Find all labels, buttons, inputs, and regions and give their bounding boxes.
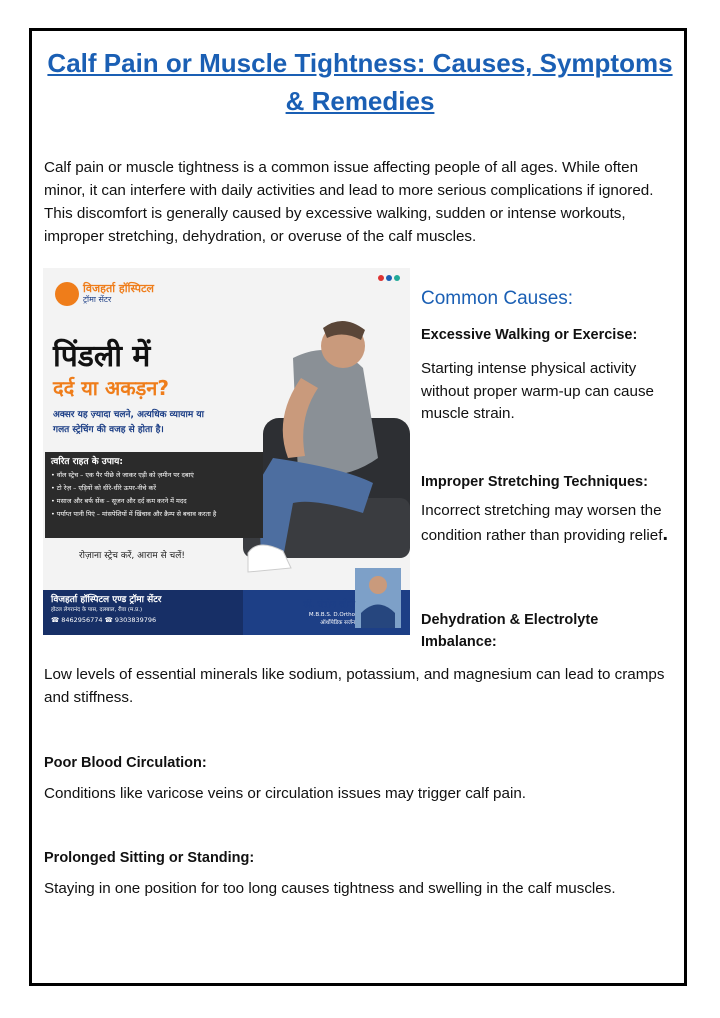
phone-icon: ☎ (104, 616, 113, 624)
poster-footer (51, 594, 241, 625)
poster-subtext-line-2: गलत स्ट्रेचिंग की वजह से होता है। (53, 425, 164, 435)
cause-text: Starting intense physical activity without proper warm-up can cause muscle strain. (421, 360, 654, 422)
poster-footer-phones (51, 615, 241, 625)
cause-text-body: Incorrect stretching may worsen the condition rather than providing relief (421, 502, 663, 544)
poster-image (43, 268, 410, 635)
poster-doctor (275, 600, 355, 627)
cause-text: Staying in one position for too long causes tightness and swelling in the calf muscles. (44, 880, 616, 897)
intro-paragraph: Calf pain or muscle tightness is a common issue affecting people of all ages. While often minor, it can interfere with daily activities and lead to more serious complications if ignored. This discomfort is generally caused by excessive walking, sudden or intense workouts, improper stretching, dehydration, or overuse of the calf muscles. (44, 159, 654, 245)
poster-doctor-role: ऑर्थोपेडिक सर्जन (320, 620, 355, 626)
poster-relief-item: • वॉल स्ट्रेच – एक पैर पीछे ले जाकर एड़ी को ज़मीन पर दबाएं (51, 471, 194, 479)
poster-relief-item: • पर्याप्त पानी पिएं – मांसपेशियों में खिंचाव और क्रैम्प से बचाव करता है (51, 510, 217, 518)
poster-tagline: रोज़ाना स्ट्रेच करें, आराम से चलें! (79, 551, 185, 561)
poster-phone-1: 8462956774 (61, 616, 103, 624)
cause-title: Excessive Walking or Exercise: (421, 327, 638, 343)
cause-text: Low levels of essential minerals like sodium, potassium, and magnesium can lead to cramps and stiffness. (44, 666, 665, 706)
cause-title: Improper Stretching Techniques: (421, 474, 648, 490)
poster-graphic (43, 268, 410, 635)
poster-subtext (53, 408, 268, 438)
poster-footer-address: होटल लेगरानंद के पास, दलबाल, रीवा (म.प्र.) (51, 607, 143, 613)
cause-text-end: . (662, 522, 669, 545)
poster-relief-box (51, 456, 261, 521)
poster-phone-2: 9303839796 (114, 616, 157, 624)
cause-title: Dehydration & Electrolyte Imbalance: (421, 612, 599, 650)
poster-headline-1: पिंडली में (53, 339, 151, 374)
common-causes-column (421, 288, 679, 426)
phone-icon: ☎ (51, 616, 60, 624)
common-causes-heading: Common Causes: (421, 288, 574, 309)
poster-relief-item: • मसाज और बर्फ सेंक – सूजन और दर्द कम करने में मदद (51, 497, 187, 505)
poster-footer-name: विजहर्ता हॉस्पिटल एण्ड ट्रॉमा सेंटर (51, 595, 162, 605)
cause-title: Prolonged Sitting or Standing: (44, 850, 255, 866)
poster-logo-text (83, 282, 213, 305)
poster-relief-title: त्वरित राहत के उपाय: (51, 457, 123, 467)
poster-subtext-line-1: अक्सर यह ज़्यादा चलने, अत्यधिक व्यायाम या (53, 410, 204, 420)
cause-text: Conditions like varicose veins or circulation issues may trigger calf pain. (44, 785, 526, 802)
poster-headline-2: दर्द या अकड़न? (53, 376, 169, 400)
poster-hospital-name: विजहर्ता हॉस्पिटल (83, 282, 154, 295)
poster-relief-item: • टो रेज़ – एड़ियों को धीरे-धीरे ऊपर-नीचे करें (51, 484, 157, 492)
poster-doctor-degree: M.B.B.S. D.Ortho (308, 612, 355, 618)
poster-hospital-sub: ट्रॉमा सेंटर (83, 295, 112, 304)
cause-title: Poor Blood Circulation: (44, 755, 207, 771)
poster-doctor-name: डॉ. संतोष सोनी (303, 600, 355, 610)
page-title[interactable]: Calf Pain or Muscle Tightness: Causes, Symptoms & Remedies (47, 48, 673, 116)
cause-text (421, 500, 671, 547)
